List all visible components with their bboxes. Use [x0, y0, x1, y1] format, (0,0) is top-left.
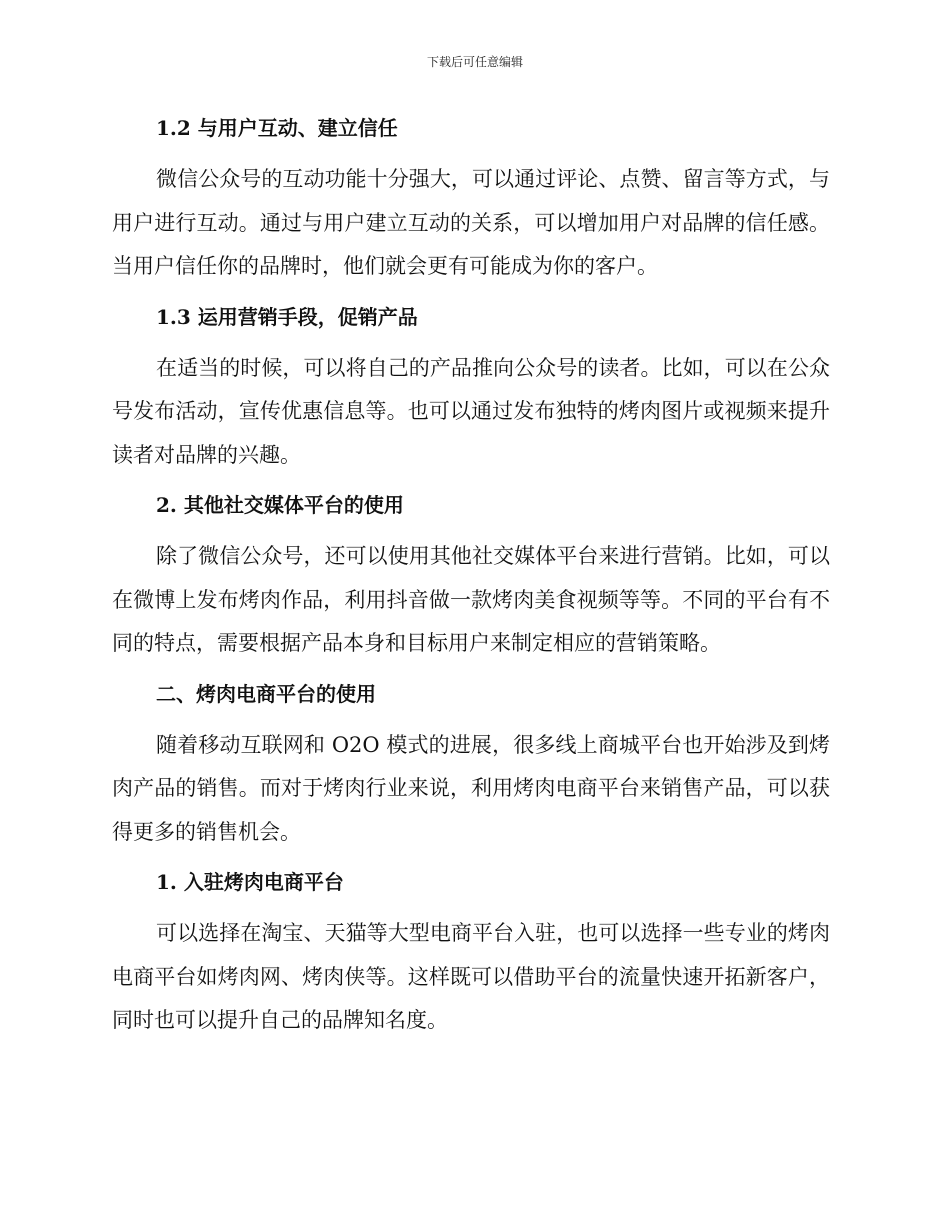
section-heading-1-2: 1.2 与用户互动、建立信任: [156, 116, 398, 140]
section-heading-2: 2. 其他社交媒体平台的使用: [156, 493, 404, 517]
section-paragraph-ecommerce: 随着移动互联网和 O2O 模式的进展，很多线上商城平台也开始涉及到烤肉产品的销售。而对于烤肉行业来说，利用烤肉电商平台来销售产品，可以获得更多的销售机会。: [112, 732, 830, 844]
section-heading-join-platform: 1. 入驻烤肉电商平台: [156, 870, 344, 894]
page-header: 下载后可任意编辑: [426, 55, 523, 69]
section-paragraph-join-platform: 可以选择在淘宝、天猫等大型电商平台入驻，也可以选择一些专业的烤肉电商平台如烤肉网、烤肉侠等。这样既可以借助平台的流量快速开拓新客户，同时也可以提升自己的品牌知名度。: [112, 921, 830, 1032]
document-body: [112, 110, 830, 1043]
section-paragraph-2: 除了微信公众号，还可以使用其他社交媒体平台来进行营销。比如，可以在微博上发布烤肉作品，利用抖音做一款烤肉美食视频等等。不同的平台有不同的特点，需要根据产品本身和目标用户来制定相应的营销策略。: [112, 544, 830, 655]
section-paragraph-1-3: 在适当的时候，可以将自己的产品推向公众号的读者。比如，可以在公众号发布活动，宣传优惠信息等。也可以通过发布独特的烤肉图片或视频来提升读者对品牌的兴趣。: [112, 355, 830, 467]
section-heading-1-3: 1.3 运用营销手段，促销产品: [156, 304, 418, 329]
section-paragraph-1-2: 微信公众号的互动功能十分强大，可以通过评论、点赞、留言等方式，与用户进行互动。通过与用户建立互动的关系，可以增加用户对品牌的信任感。当用户信任你的品牌时，他们就会更有可能成为你的客户。: [112, 167, 830, 278]
section-heading-ecommerce: 二、烤肉电商平台的使用: [156, 681, 376, 706]
